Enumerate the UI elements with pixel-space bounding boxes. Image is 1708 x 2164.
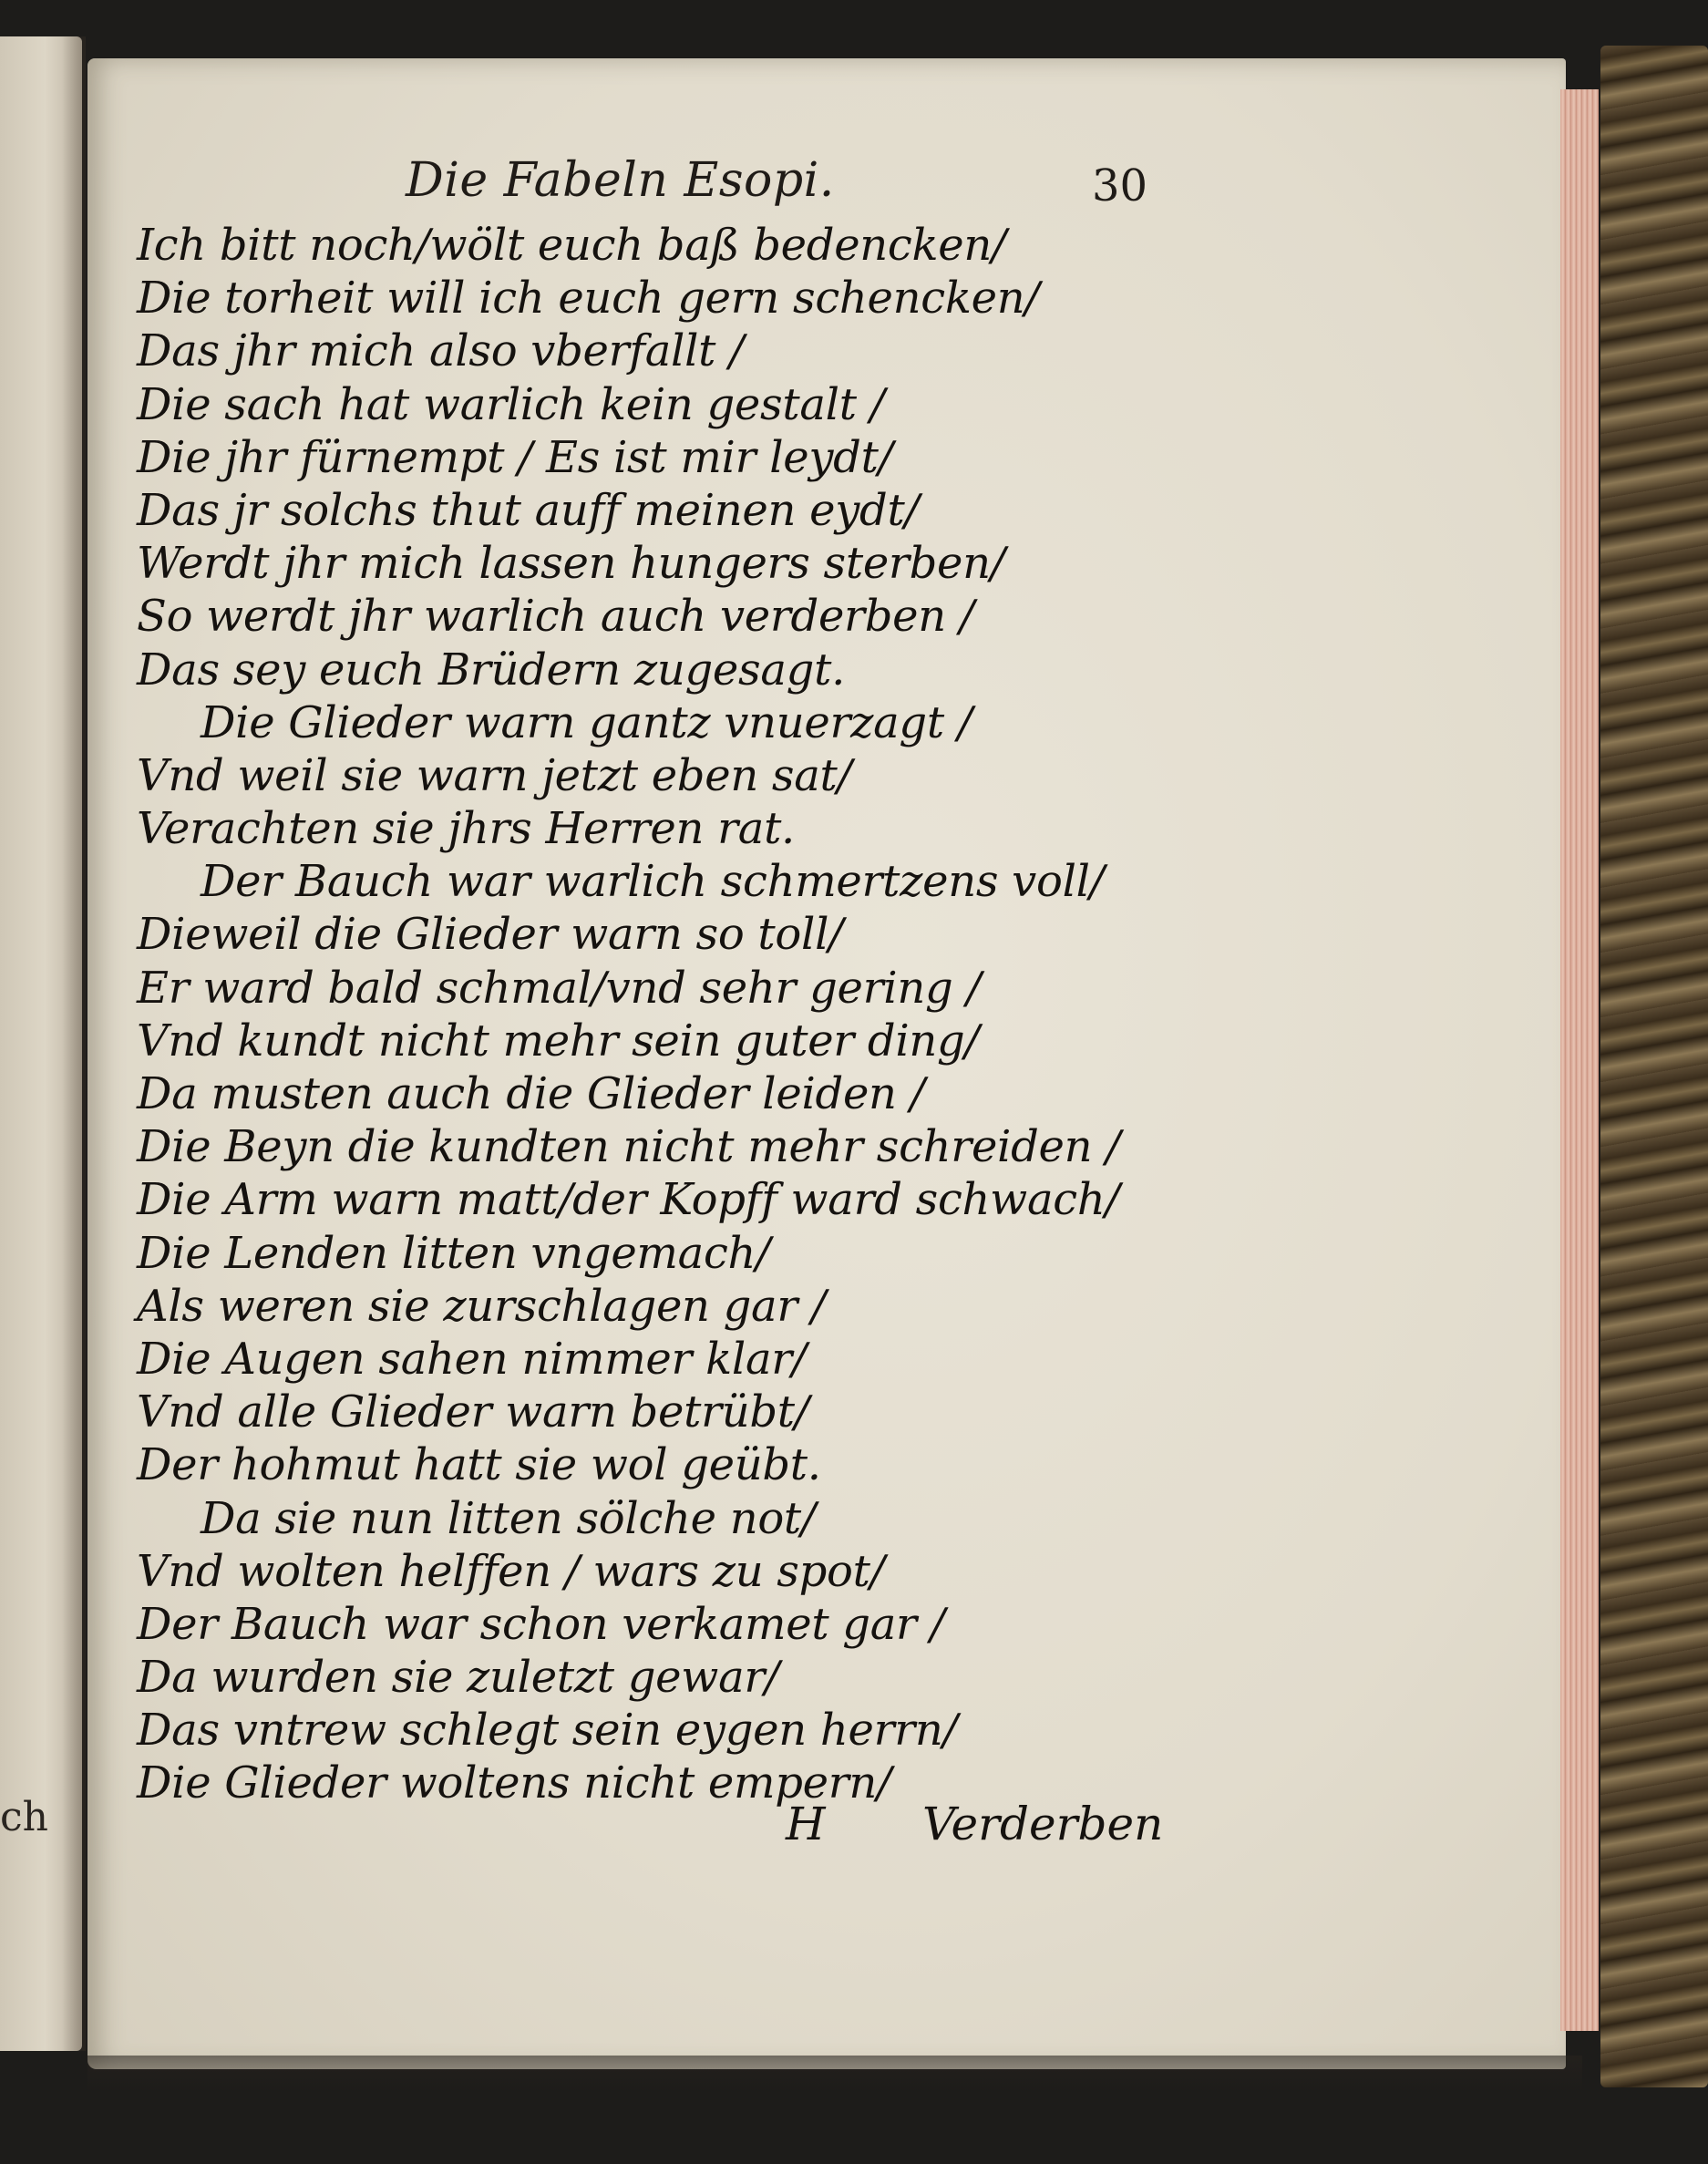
verse-line: Die Augen sahen nimmer klar/ [137,1333,807,1385]
verse-line: Die Glieder woltens nicht empern/ [137,1757,891,1809]
verse-line: Als weren sie zurschlagen gar / [137,1280,826,1332]
verse-line: Vnd wolten helffen / wars zu spot/ [137,1545,885,1597]
verse-line: Der Bauch war schon verkamet gar / [137,1598,945,1650]
verse-line: Die torheit will ich euch gern schencken/ [137,273,1040,325]
verse-line: Er ward bald schmal/vnd sehr gering / [137,962,982,1014]
verse-line: Das jhr mich also vberfallt / [137,325,744,377]
page-fore-edge [1560,89,1599,2031]
verse-line: Die Lenden litten vngemach/ [137,1227,771,1279]
running-head: Die Fabeln Esopi. [406,153,835,208]
verse-line: Vnd alle Glieder warn betrübt/ [137,1386,809,1438]
page-bottom-shadow [87,2056,1582,2092]
verse-line: Ich bitt noch/wölt euch baß bedencken/ [137,220,1006,271]
verse-line: Werdt jhr mich lassen hungers sterben/ [137,538,1005,590]
verse-line: Der hohmut hatt sie wol geübt. [137,1439,821,1491]
verse-line: Das jr solchs thut auff meinen eydt/ [137,484,920,536]
verse-line: Die Beyn die kundten nicht mehr schreiden / [137,1121,1121,1173]
verse-line: Vnd kundt nicht mehr sein guter ding/ [137,1015,980,1067]
verse-line: Der Bauch war warlich schmertzens voll/ [201,856,1105,908]
verse-line: Die sach hat warlich kein gestalt / [137,378,885,430]
page-number: 30 [1092,160,1148,211]
signature-mark: H [786,1798,826,1850]
verse-line: Die Arm warn matt/der Kopff ward schwach/ [137,1174,1120,1226]
verse-line: Vnd weil sie warn jetzt eben sat/ [137,749,852,801]
verse-line: Da wurden sie zuletzt gewar/ [137,1652,779,1704]
catchword: Verderben [922,1798,1164,1850]
verse-line: Die jhr fürnempt / Es ist mir leydt/ [137,431,893,483]
verse-line: Das sey euch Brüdern zugesagt. [137,644,846,696]
verse-line: Da musten auch die Glieder leiden / [137,1068,925,1119]
previous-page-catchword: ch [0,1794,48,1840]
verse-line: Da sie nun litten sölche not/ [201,1492,816,1544]
gutter-shadow [62,36,86,2051]
verse-line: Das vntrew schlegt sein eygen herrn/ [137,1705,958,1757]
verse-line: Die Glieder warn gantz vnuerzagt / [201,696,972,748]
verse-block [137,219,1121,1810]
verse-line: Dieweil die Glieder warn so toll/ [137,909,843,961]
verse-line: Verachten sie jhrs Herren rat. [137,803,796,855]
verse-line: So werdt jhr warlich auch verderben / [137,591,974,643]
book-binding [1600,46,1708,2087]
